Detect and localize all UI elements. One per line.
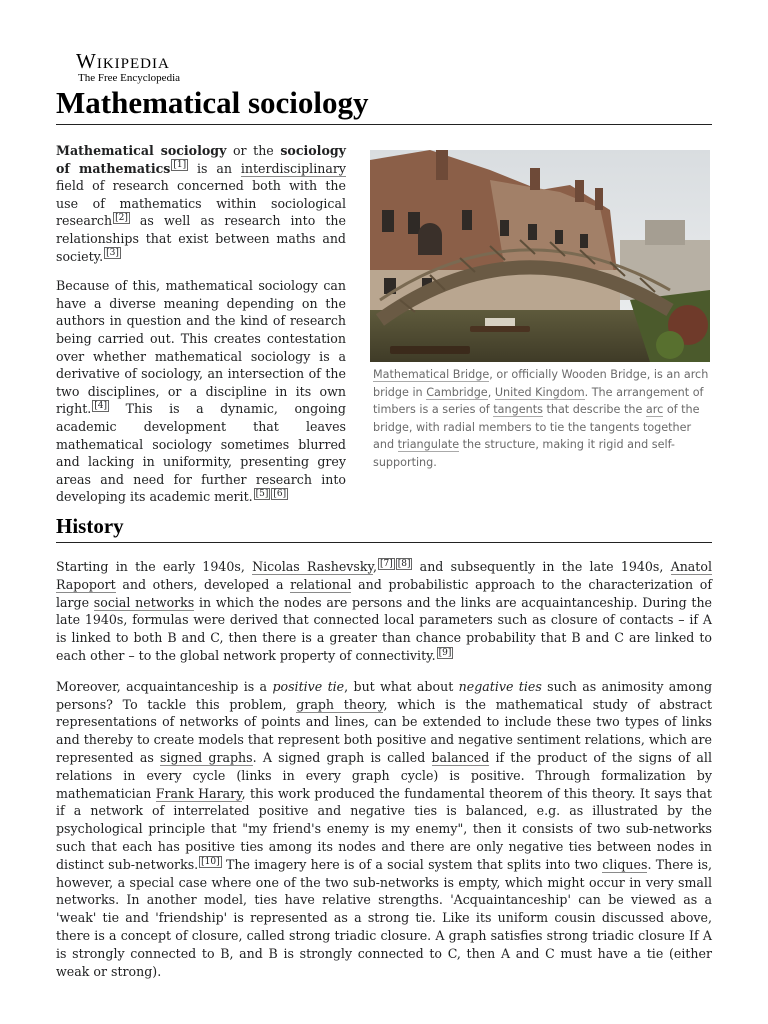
- text: and subsequently in the late 1940s,: [412, 559, 671, 574]
- figure-caption: [370, 366, 712, 472]
- link-balanced[interactable]: balanced: [431, 749, 490, 765]
- link-united-kingdom[interactable]: United Kingdom: [494, 385, 585, 399]
- link-arc[interactable]: arc: [645, 403, 664, 417]
- text: . There is, however, a special case where one of the two sub-networks is empty, which might occur in very small networks. In another model, ties have relative strengths. 'Acquaintanceship' can be viewed as a 'weak' tie and 'friendship' is represented as a strong tie. Like its uniform cousin discussed above, there is a concept of closure, called strong triadic closure. A graph satisfies strong triadic closure If A is strongly connected to B, and B is strongly connected to C, then A and C must have a tie (either weak or strong).: [56, 856, 712, 979]
- figure-mathematical-bridge: [370, 150, 712, 472]
- text: or the: [226, 143, 281, 158]
- italic-term: negative ties: [458, 678, 542, 694]
- section-heading-history: History: [56, 512, 712, 543]
- italic-term: positive tie: [272, 678, 345, 694]
- text: The imagery here is of a social system that splits into two: [221, 856, 603, 872]
- text: . A signed graph is called: [252, 749, 432, 765]
- text: . The arrangement of timbers is a series of: [373, 385, 704, 417]
- reference-link[interactable]: [4]: [94, 401, 108, 412]
- text: Starting in the early 1940s,: [56, 559, 253, 574]
- lead-paragraph-2: [56, 277, 346, 506]
- reference-link[interactable]: [10]: [201, 856, 220, 867]
- text: , this work produced the fundamental theorem of this theory. It says that if a network of interrelated positive and negative ties is balanced, e.g. as illustrated by the psychological principle that "my friend's enemy is my enemy", then it consists of two sub-networks such that each has positive ties among its nodes and there are only negative ties between nodes in distinct sub-networks.: [56, 785, 712, 872]
- link-mathematical-bridge[interactable]: Mathematical Bridge: [373, 368, 490, 381]
- logo-wordmark: Wikipedia: [76, 49, 170, 73]
- reference-link[interactable]: [3]: [106, 248, 119, 259]
- reference-link[interactable]: [1]: [173, 160, 187, 171]
- link-anatol-rapoport[interactable]: Anatol Rapoport: [56, 559, 712, 592]
- wikipedia-logo[interactable]: [76, 50, 216, 84]
- bold-term: Mathematical sociology: [56, 143, 227, 158]
- text: ,: [487, 385, 495, 399]
- reference-link[interactable]: [2]: [115, 213, 128, 224]
- link-frank-harary[interactable]: Frank Harary: [155, 785, 242, 801]
- text: This is a dynamic, ongoing academic development that leaves mathematical sociology sometimes blurred and lacking in uniformity, presenting grey areas and need for further research into developing its academic merit.: [56, 401, 346, 505]
- history-paragraph-2: [56, 678, 712, 981]
- text: in which the nodes are persons and the links are acquaintanceship. During the late 1940s, formulas were derived that connected local parameters such as closure of contacts – if A is linked to both B and C, then there is a greater than chance probability that B and C are linked to each other – to the global network property of connectivity.: [56, 594, 713, 663]
- text: ,: [372, 559, 377, 574]
- link-cliques[interactable]: cliques: [602, 856, 648, 872]
- text: the structure, making it rigid and self-supporting.: [373, 438, 675, 469]
- link-triangulate[interactable]: triangulate: [397, 438, 460, 452]
- link-graph-theory[interactable]: graph theory: [296, 696, 384, 712]
- bold-term: sociology of mathematics: [56, 143, 346, 176]
- reference-link[interactable]: [5]: [255, 489, 269, 500]
- lead-section: [56, 142, 346, 518]
- history-paragraph-1: [56, 558, 712, 665]
- link-interdisciplinary[interactable]: interdisciplinary: [240, 160, 346, 176]
- text: and probabilistic approach to the characterization of large: [56, 576, 712, 610]
- text: , or officially Wooden Bridge, is an arch bridge in: [373, 368, 709, 399]
- reference-link[interactable]: [6]: [273, 489, 287, 500]
- text: of the bridge, with radial members to tie the tangents together and: [373, 403, 700, 452]
- text: , which is the mathematical study of abstract representations of networks of points and lines, can be extended to include these two types of links and thereby to create models that represent both positive and negative sentiment relations, which are represented as: [56, 696, 713, 765]
- link-tangents[interactable]: tangents: [493, 403, 543, 417]
- link-cambridge[interactable]: Cambridge: [426, 385, 488, 399]
- logo-tagline: The Free Encyclopedia: [78, 72, 181, 84]
- text: if the product of the signs of all relations in every cycle (links in every graph cycle) is positive. Through formalization by mathematician: [56, 749, 712, 801]
- link-relational[interactable]: relational: [290, 576, 352, 592]
- text: Because of this, mathematical sociology can have a diverse meaning depending on the authors in question and the kind of research being carried out. This creates contestation over whether mathematical sociology is a derivative of sociology, an intersection of the two disciplines, or a discipline in its own right.: [56, 278, 346, 417]
- link-nicolas-rashevsky[interactable]: Nicolas Rashevsky: [252, 559, 373, 574]
- page-title: Mathematical sociology: [56, 84, 712, 125]
- text: such as animosity among persons? To tackle this problem,: [56, 678, 713, 712]
- text: , but what about: [344, 678, 459, 694]
- bridge-photo[interactable]: [370, 150, 710, 362]
- history-section: [56, 558, 712, 993]
- link-social-networks[interactable]: social networks: [93, 594, 195, 610]
- text: as well as research into the relationships that exist between maths and society.: [56, 213, 346, 264]
- text: that describe the: [542, 403, 646, 417]
- lead-paragraph-1: [56, 142, 346, 265]
- reference-link[interactable]: [9]: [438, 647, 452, 658]
- link-signed-graphs[interactable]: signed graphs: [160, 749, 253, 765]
- reference-link[interactable]: [8]: [397, 558, 411, 569]
- text: is an: [188, 160, 241, 176]
- text: and others, developed a: [115, 576, 291, 592]
- text: field of research concerned both with the use of mathematics within sociological research: [56, 178, 346, 229]
- text: Moreover, acquaintanceship is a: [56, 678, 273, 694]
- reference-link[interactable]: [7]: [379, 558, 393, 569]
